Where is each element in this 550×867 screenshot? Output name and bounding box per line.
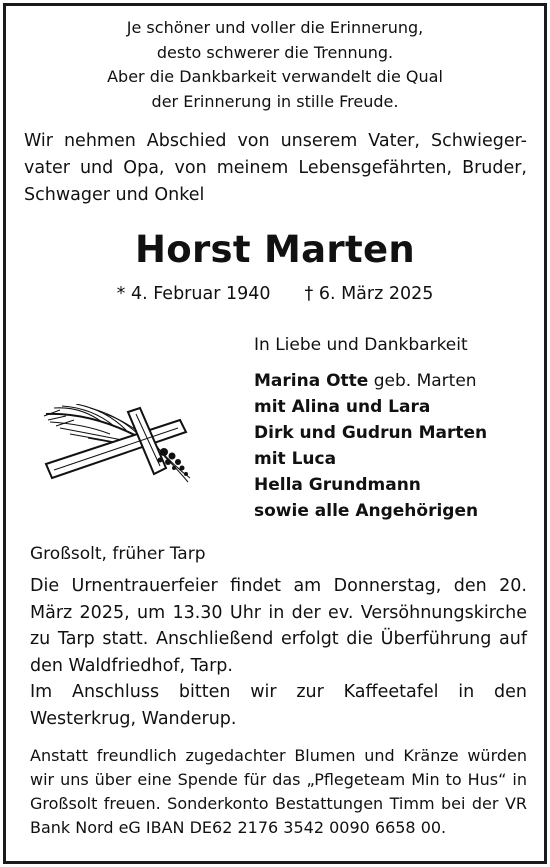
poem-line: Je schöner und voller die Erinnerung,: [126, 18, 424, 37]
poem-line: der Erinnerung in stille Freude.: [151, 91, 399, 111]
place-line: Großsolt, früher Tarp: [30, 544, 206, 564]
family-member: Dirk und Gudrun Marten: [254, 423, 488, 443]
family-member: [254, 368, 534, 394]
family-member: mit Alina und Lara: [254, 397, 431, 417]
family-member: sowie alle Angehörigen: [254, 501, 479, 521]
intro-text: Wir nehmen Abschied von unserem Vater, Schwieger-vater und Opa, von meinem Lebensgefährten, Bruder, Schwager und Onkel: [24, 131, 527, 205]
service-info: [30, 573, 527, 732]
family-member-name: Marina Otte: [254, 371, 369, 391]
family-member-suffix: geb. Marten: [368, 371, 477, 391]
family-member: mit Luca: [254, 449, 337, 469]
death-date: † 6. März 2025: [304, 284, 434, 304]
cross-with-palm-icon: [40, 404, 200, 484]
poem-line: Aber die Dankbarkeit verwandelt die Qual: [107, 67, 443, 86]
donation-note: Anstatt freundlich zugedachter Blumen und Kränze würden wir uns über eine Spende für das „Pflegeteam Min to Hus“ in Großsolt freuen. Sonderkonto Bestattungen Timm bei der VR Bank Nord eG IBAN DE62 2176 3542 0090 6658 00.: [30, 746, 527, 837]
family-member: Hella Grundmann: [254, 475, 421, 495]
family-block: [254, 332, 534, 524]
reception-paragraph: Im Anschluss bitten wir zur Kaffeetafel in den Westerkrug, Wanderup.: [30, 682, 527, 729]
service-paragraph: Die Urnentrauerfeier findet am Donnerstag, den 20. März 2025, um 13.30 Uhr in der ev. Versöhnungskirche zu Tarp statt. Anschließend erfolgt die Überführung auf den Waldfriedhof, Tarp.: [30, 576, 527, 676]
poem-line: desto schwerer die Trennung.: [156, 42, 394, 62]
poem: [20, 16, 530, 114]
family-intro: In Liebe und Dankbarkeit: [254, 335, 468, 355]
deceased-name: Horst Marten: [135, 228, 415, 271]
birth-date: * 4. Februar 1940: [116, 284, 271, 304]
life-dates: [0, 284, 550, 304]
